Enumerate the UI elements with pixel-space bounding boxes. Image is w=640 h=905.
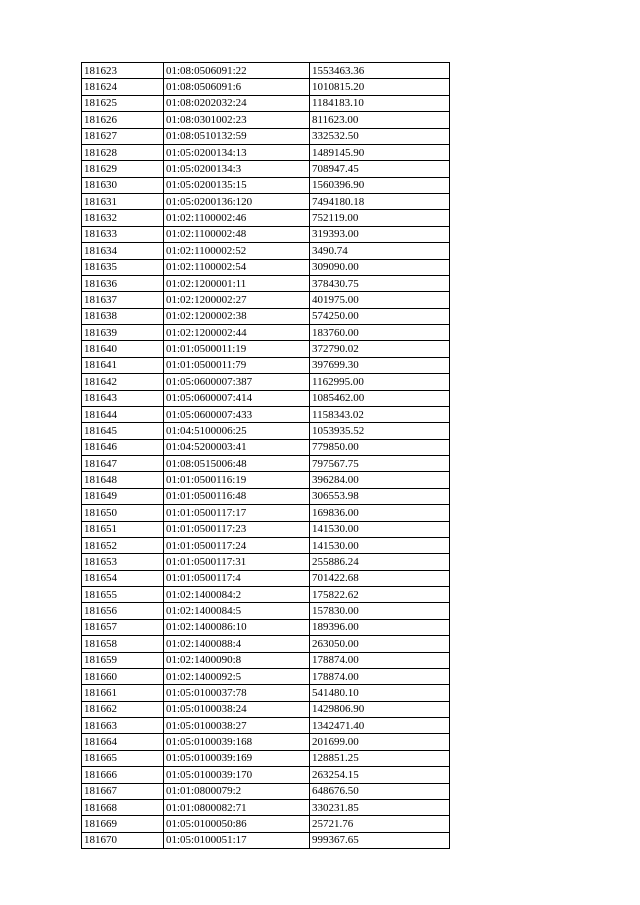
row-id-cell: 181665 [82,750,164,766]
cadastral-number-cell: 01:05:0600007:433 [164,406,310,422]
row-id-cell: 181668 [82,799,164,815]
value-cell: 263050.00 [310,636,450,652]
value-cell: 648676.50 [310,783,450,799]
value-cell: 319393.00 [310,226,450,242]
row-id-cell: 181639 [82,325,164,341]
table-row [82,226,450,242]
cadastral-number-cell: 01:05:0100039:170 [164,767,310,783]
cadastral-number-cell: 01:08:0301002:23 [164,112,310,128]
cadastral-number-cell: 01:02:1200002:44 [164,325,310,341]
value-cell: 1429806.90 [310,701,450,717]
cadastral-number-cell: 01:02:1100002:54 [164,259,310,275]
cadastral-number-cell: 01:01:0500117:31 [164,554,310,570]
row-id-cell: 181650 [82,505,164,521]
row-id-cell: 181664 [82,734,164,750]
cadastral-number-cell: 01:02:1100002:52 [164,243,310,259]
value-cell: 396284.00 [310,472,450,488]
table-row [82,734,450,750]
row-id-cell: 181649 [82,488,164,504]
table-row [82,488,450,504]
row-id-cell: 181670 [82,832,164,848]
cadastral-number-cell: 01:01:0500116:48 [164,488,310,504]
value-cell: 3490.74 [310,243,450,259]
value-cell: 797567.75 [310,456,450,472]
data-table [81,62,450,849]
table-row [82,652,450,668]
row-id-cell: 181658 [82,636,164,652]
value-cell: 1342471.40 [310,718,450,734]
table-row [82,128,450,144]
row-id-cell: 181640 [82,341,164,357]
value-cell: 255886.24 [310,554,450,570]
cadastral-number-cell: 01:05:0100038:27 [164,718,310,734]
cadastral-number-cell: 01:05:0100039:168 [164,734,310,750]
value-cell: 1560396.90 [310,177,450,193]
value-cell: 178874.00 [310,652,450,668]
value-cell: 999367.65 [310,832,450,848]
row-id-cell: 181651 [82,521,164,537]
cadastral-number-cell: 01:05:0100039:169 [164,750,310,766]
row-id-cell: 181646 [82,439,164,455]
row-id-cell: 181657 [82,619,164,635]
table-row [82,799,450,815]
table-row [82,521,450,537]
cadastral-number-cell: 01:05:0200136:120 [164,194,310,210]
row-id-cell: 181654 [82,570,164,586]
cadastral-number-cell: 01:02:1400090:8 [164,652,310,668]
table-row [82,832,450,848]
row-id-cell: 181624 [82,79,164,95]
table-row [82,259,450,275]
value-cell: 306553.98 [310,488,450,504]
table-row [82,587,450,603]
value-cell: 1053935.52 [310,423,450,439]
row-id-cell: 181645 [82,423,164,439]
value-cell: 330231.85 [310,799,450,815]
cadastral-number-cell: 01:01:0500117:17 [164,505,310,521]
row-id-cell: 181625 [82,95,164,111]
table-row [82,439,450,455]
cadastral-number-cell: 01:05:0200134:3 [164,161,310,177]
value-cell: 1184183.10 [310,95,450,111]
row-id-cell: 181641 [82,357,164,373]
cadastral-number-cell: 01:05:0100050:86 [164,816,310,832]
cadastral-number-cell: 01:01:0500116:19 [164,472,310,488]
row-id-cell: 181633 [82,226,164,242]
value-cell: 574250.00 [310,308,450,324]
cadastral-number-cell: 01:01:0500117:24 [164,537,310,553]
table-row [82,275,450,291]
value-cell: 811623.00 [310,112,450,128]
row-id-cell: 181631 [82,194,164,210]
cadastral-number-cell: 01:05:0200135:15 [164,177,310,193]
value-cell: 183760.00 [310,325,450,341]
cadastral-number-cell: 01:02:1400088:4 [164,636,310,652]
row-id-cell: 181629 [82,161,164,177]
value-cell: 25721.76 [310,816,450,832]
table-row [82,636,450,652]
table-row [82,767,450,783]
table-row [82,423,450,439]
value-cell: 332532.50 [310,128,450,144]
table-row [82,63,450,79]
cadastral-number-cell: 01:05:0600007:387 [164,374,310,390]
value-cell: 1553463.36 [310,63,450,79]
value-cell: 779850.00 [310,439,450,455]
value-cell: 1010815.20 [310,79,450,95]
value-cell: 7494180.18 [310,194,450,210]
cadastral-number-cell: 01:01:0500117:4 [164,570,310,586]
value-cell: 128851.25 [310,750,450,766]
cadastral-number-cell: 01:02:1200002:38 [164,308,310,324]
table-row [82,472,450,488]
table-row [82,194,450,210]
row-id-cell: 181659 [82,652,164,668]
table-row [82,406,450,422]
value-cell: 178874.00 [310,668,450,684]
value-cell: 541480.10 [310,685,450,701]
table-row [82,554,450,570]
table-row [82,177,450,193]
table-body [82,63,450,849]
table-row [82,668,450,684]
value-cell: 263254.15 [310,767,450,783]
cadastral-number-cell: 01:02:1400084:2 [164,587,310,603]
cadastral-number-cell: 01:05:0100037:78 [164,685,310,701]
value-cell: 1489145.90 [310,144,450,160]
table-row [82,390,450,406]
value-cell: 1162995.00 [310,374,450,390]
table-row [82,750,450,766]
table-row [82,210,450,226]
value-cell: 141530.00 [310,521,450,537]
cadastral-number-cell: 01:08:0506091:22 [164,63,310,79]
table-row [82,603,450,619]
row-id-cell: 181656 [82,603,164,619]
value-cell: 189396.00 [310,619,450,635]
table-row [82,816,450,832]
value-cell: 378430.75 [310,275,450,291]
cadastral-number-cell: 01:01:0500117:23 [164,521,310,537]
row-id-cell: 181632 [82,210,164,226]
row-id-cell: 181661 [82,685,164,701]
row-id-cell: 181655 [82,587,164,603]
row-id-cell: 181638 [82,308,164,324]
cadastral-number-cell: 01:08:0506091:6 [164,79,310,95]
value-cell: 141530.00 [310,537,450,553]
table-row [82,718,450,734]
row-id-cell: 181669 [82,816,164,832]
table-row [82,325,450,341]
cadastral-number-cell: 01:05:0100038:24 [164,701,310,717]
row-id-cell: 181662 [82,701,164,717]
cadastral-number-cell: 01:01:0500011:79 [164,357,310,373]
table-row [82,357,450,373]
cadastral-number-cell: 01:01:0800082:71 [164,799,310,815]
cadastral-number-cell: 01:04:5100006:25 [164,423,310,439]
cadastral-number-cell: 01:02:1400092:5 [164,668,310,684]
cadastral-number-cell: 01:08:0202032:24 [164,95,310,111]
row-id-cell: 181660 [82,668,164,684]
cadastral-number-cell: 01:04:5200003:41 [164,439,310,455]
cadastral-number-cell: 01:02:1100002:46 [164,210,310,226]
cadastral-number-cell: 01:02:1400086:10 [164,619,310,635]
cadastral-number-cell: 01:08:0515006:48 [164,456,310,472]
table-row [82,456,450,472]
value-cell: 401975.00 [310,292,450,308]
table-row [82,243,450,259]
table-row [82,95,450,111]
value-cell: 1158343.02 [310,406,450,422]
cadastral-number-cell: 01:05:0200134:13 [164,144,310,160]
value-cell: 175822.62 [310,587,450,603]
table-row [82,308,450,324]
row-id-cell: 181647 [82,456,164,472]
row-id-cell: 181644 [82,406,164,422]
row-id-cell: 181643 [82,390,164,406]
row-id-cell: 181652 [82,537,164,553]
cadastral-number-cell: 01:02:1400084:5 [164,603,310,619]
row-id-cell: 181637 [82,292,164,308]
table-row [82,619,450,635]
value-cell: 708947.45 [310,161,450,177]
cadastral-number-cell: 01:05:0100051:17 [164,832,310,848]
value-cell: 1085462.00 [310,390,450,406]
cadastral-number-cell: 01:02:1200002:27 [164,292,310,308]
value-cell: 372790.02 [310,341,450,357]
table-row [82,537,450,553]
row-id-cell: 181626 [82,112,164,128]
row-id-cell: 181628 [82,144,164,160]
value-cell: 752119.00 [310,210,450,226]
row-id-cell: 181667 [82,783,164,799]
table-row [82,144,450,160]
value-cell: 397699.30 [310,357,450,373]
row-id-cell: 181634 [82,243,164,259]
table-row [82,292,450,308]
row-id-cell: 181623 [82,63,164,79]
cadastral-number-cell: 01:05:0600007:414 [164,390,310,406]
table-row [82,783,450,799]
table-row [82,161,450,177]
cadastral-number-cell: 01:02:1200001:11 [164,275,310,291]
row-id-cell: 181635 [82,259,164,275]
table-row [82,112,450,128]
table-row [82,79,450,95]
cadastral-number-cell: 01:01:0800079:2 [164,783,310,799]
row-id-cell: 181663 [82,718,164,734]
value-cell: 157830.00 [310,603,450,619]
table-row [82,570,450,586]
row-id-cell: 181648 [82,472,164,488]
cadastral-number-cell: 01:08:0510132:59 [164,128,310,144]
cadastral-number-cell: 01:02:1100002:48 [164,226,310,242]
table-row [82,701,450,717]
table-row [82,685,450,701]
row-id-cell: 181627 [82,128,164,144]
value-cell: 701422.68 [310,570,450,586]
value-cell: 201699.00 [310,734,450,750]
value-cell: 309090.00 [310,259,450,275]
table-row [82,341,450,357]
value-cell: 169836.00 [310,505,450,521]
row-id-cell: 181653 [82,554,164,570]
row-id-cell: 181636 [82,275,164,291]
row-id-cell: 181666 [82,767,164,783]
table-row [82,505,450,521]
table-row [82,374,450,390]
row-id-cell: 181630 [82,177,164,193]
row-id-cell: 181642 [82,374,164,390]
cadastral-number-cell: 01:01:0500011:19 [164,341,310,357]
